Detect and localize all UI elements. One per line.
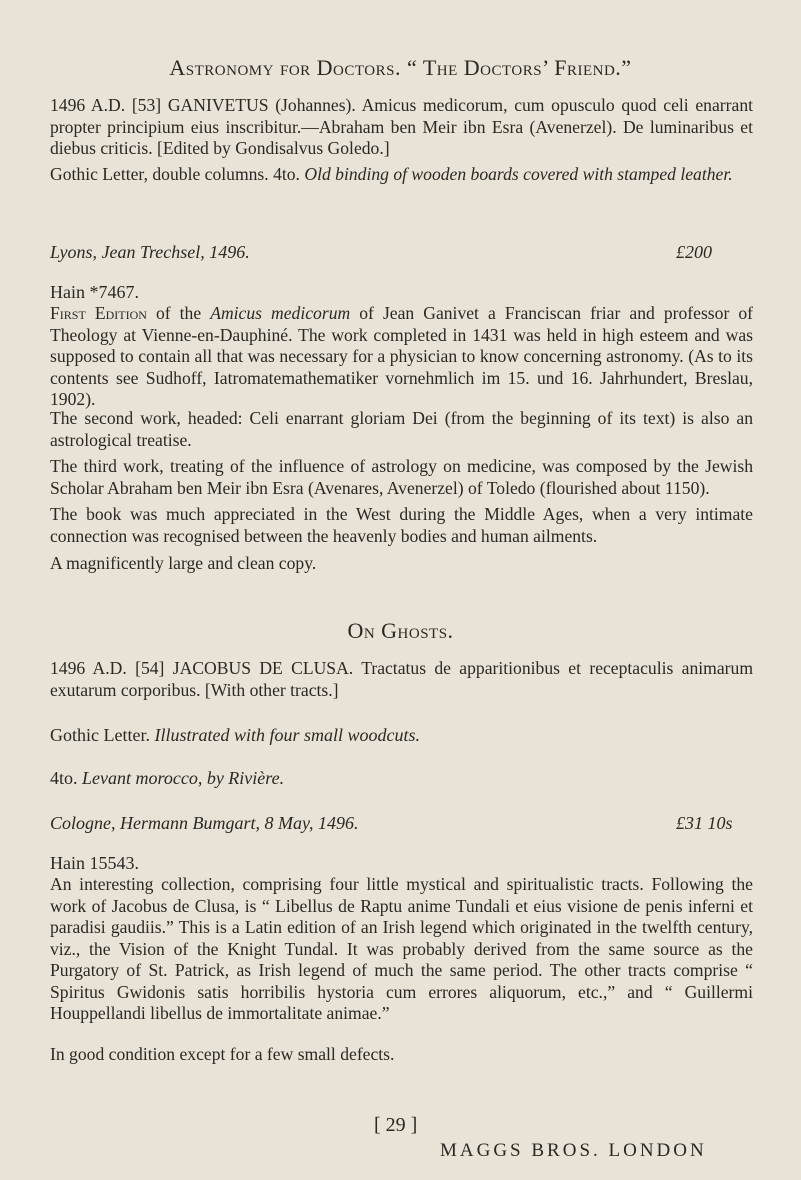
entry-53-date: 1496 A.D. bbox=[50, 95, 126, 115]
entry-54-binding: 4to. Levant morocco, by Rivière. bbox=[50, 768, 285, 788]
entry-53-condition: A magnificently large and clean copy. bbox=[50, 553, 317, 573]
entry-53-description-4: The book was much appreciated in the West during the Middle Ages, when a very intimate connection was recognised between the heavenly bodies and human ailments. bbox=[50, 504, 753, 546]
entry-54-description: An interesting collection, comprising four little mystical and spiritualistic tracts. Following the work of Jacobus de Clusa, is “ Libellus de Raptu anime Tundali et eius visione de penis inferni et paradisi gaudiis.” This is a Latin edition of an Irish legend which originated in the twelfth century, viz., the Vision of the Knight Tundal. It was probably derived from the same source as the Purgatory of St. Patrick, as Irish legend of much the same period. The other tracts comprise “ Spiritus Gwidonis satis horribilis hystoria cum errores aliquorum, etc.,” and “ Guillermi Houppellandi libellus de immortalitate animae.” bbox=[50, 874, 753, 1023]
entry-53-number: [53] bbox=[131, 95, 162, 115]
entry-54-editor-note: [With other tracts.] bbox=[204, 679, 339, 700]
entry-54-hain-ref: Hain 15543. bbox=[50, 853, 139, 873]
page-number: [ 29 ] bbox=[374, 1114, 418, 1136]
entry-53-title bbox=[50, 95, 753, 160]
entry-54-format: Gothic Letter. Illustrated with four small woodcuts. bbox=[50, 725, 420, 745]
entry-53-format: Gothic Letter, double columns. 4to. Old binding of wooden boards covered with stamped leather. bbox=[50, 164, 733, 184]
publisher-imprint: MAGGS BROS. LONDON bbox=[440, 1140, 707, 1161]
entry-54-title-text: Tractatus de apparitionibus et receptaculis animarum exutarum corporibus. bbox=[50, 658, 753, 700]
entry-54-condition: In good condition except for a few small defects. bbox=[50, 1044, 395, 1064]
entry-54-author: JACOBUS DE CLUSA. bbox=[172, 658, 354, 678]
entry-54-number: [54] bbox=[135, 658, 165, 678]
section-heading-ghosts: On Ghosts. bbox=[347, 618, 454, 643]
entry-53-binding: Old binding of wooden boards covered with stamped leather. bbox=[304, 164, 733, 184]
entry-53-title-text: Amicus medicorum, cum opusculo quod celi enarrant propter principium eius inscribitur.—Abraham ben Meir ibn Esra (Avenerzel). De luminaribus et diebus criticis. bbox=[50, 95, 753, 158]
entry-53-imprint: Lyons, Jean Trechsel, 1496. bbox=[50, 242, 250, 262]
entry-53-description-3: The third work, treating of the influence of astrology on medicine, was composed by the Jewish Scholar Abraham ben Meir ibn Esra (Avenares, Avenerzel) of Toledo (flourished about 1150). bbox=[50, 456, 753, 498]
entry-53-author: GANIVETUS (Johannes). bbox=[167, 95, 356, 115]
entry-53-description-1: First Edition of the Amicus medicorum of Jean Ganivet a Franciscan friar and professor of Theology at Vienne-en-Dauphiné. The work completed in 1431 was held in high esteem and was supposed to contain all that was necessary for a physician to know concerning astronomy. (As to its contents see Sudhoff, Iatromatemathematiker vornehmlich im 15. und 16. Jahrhundert, Breslau, 1902). bbox=[50, 303, 753, 409]
section-heading-astronomy: Astronomy for Doctors. “ The Doctors’ Friend.” bbox=[169, 55, 632, 80]
entry-54-imprint: Cologne, Hermann Bumgart, 8 May, 1496. bbox=[50, 813, 359, 833]
entry-54-title bbox=[50, 658, 753, 701]
entry-53-editor-note: [Edited by Gondisalvus Goledo.] bbox=[157, 138, 390, 158]
entry-53-price: £200 bbox=[676, 242, 712, 262]
entry-54-date: 1496 A.D. bbox=[50, 658, 127, 678]
entry-54-price: £31 10s bbox=[676, 813, 733, 833]
entry-53-description-2: The second work, headed: Celi enarrant gloriam Dei (from the beginning of its text) is also an astrological treatise. bbox=[50, 408, 753, 450]
entry-53-hain-ref: Hain *7467. bbox=[50, 282, 139, 302]
